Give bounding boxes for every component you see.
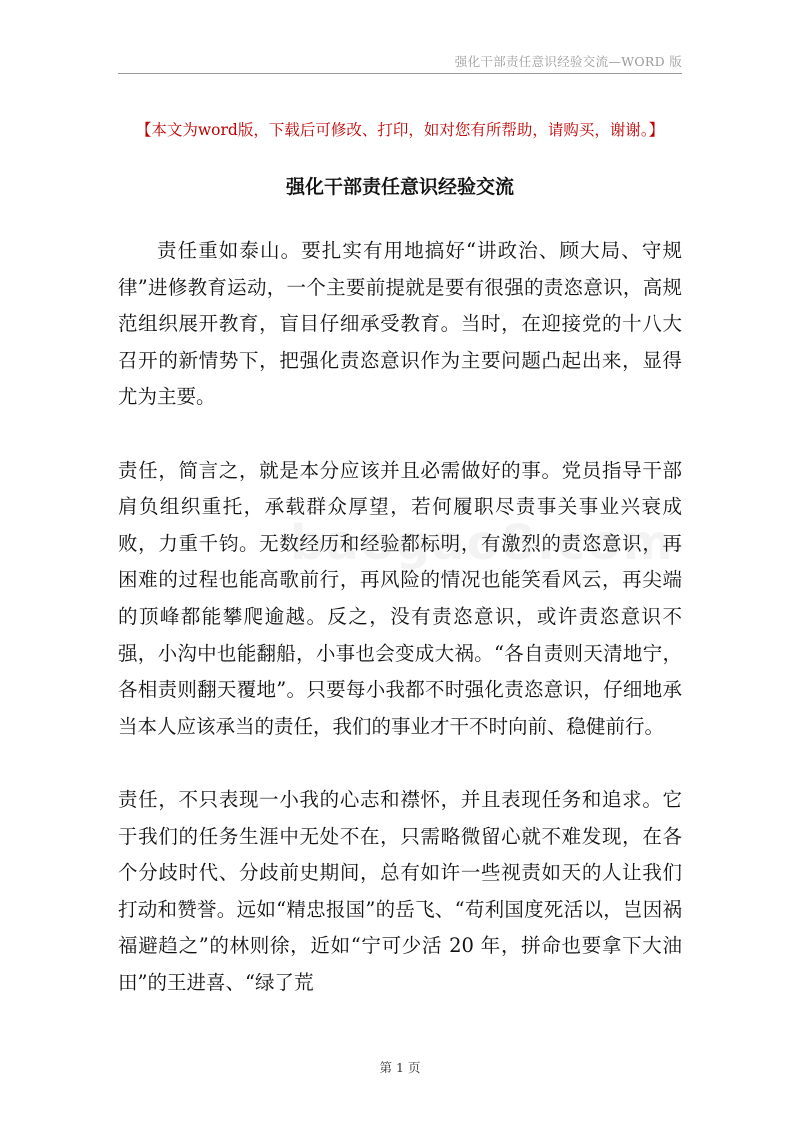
download-notice: 【本文为word版，下载后可修改、打印，如对您有所帮助，请购买，谢谢。】 [135, 121, 665, 139]
running-header: 强化干部责任意识经验交流—WORD 版 [454, 54, 682, 69]
header-divider [118, 73, 682, 74]
paragraph-1: 责任重如泰山。要扎实有用地搞好“讲政治、顾大局、守规律”进修教育运动，一个主要前提就是要有很强的责恣意识，高规范组织展开教育，盲目仔细承受教育。当时，在迎接党的十八大召开的新情势下，把强化责恣意识作为主要问题凸起出来，显得尤为主要。 [118, 239, 682, 409]
document-title: 强化干部责任意识经验交流 [285, 176, 514, 198]
paragraph-spacer [118, 416, 682, 453]
paragraph-3: 责任，不只表现一小我的心志和襟怀，并且表现任务和追求。它于我们的任务生涯中无处不在，只需略微留心就不难发现，在各个分歧时代、分歧前史期间，总有如许一些视责如天的人让我们打动和赞誉。远如“精忠报国”的岳飞、“苟利国度死活以，岂因祸福避趋之”的林则徐，近如“宁可少活 20 年，拼命也要拿下大油田”的王进喜、“绿了荒 [118, 787, 682, 994]
paragraph-spacer [118, 745, 682, 782]
paragraph-2: 责任，简言之，就是本分应该并且必需做好的事。党员指导干部肩负组织重托，承载群众厚望，若何履职尽责事关事业兴衰成败，力重千钧。无数经历和经验都标明，有激烈的责恣意识，再困难的过程也能高歌前行，再风险的情况也能笑看风云，再尖端的顶峰都能攀爬逾越。反之，没有责恣意识，或许责恣意识不强，小沟中也能翻船，小事也会变成大祸。“各自责则天清地宁，各相责则翻天覆地”。只要每小我都不时强化责恣意识，仔细地承当本人应该承当的责任，我们的事业才干不时向前、稳健前行。 [118, 458, 682, 738]
page-number: 第 1 页 [379, 1060, 421, 1075]
document-body [118, 233, 682, 1001]
